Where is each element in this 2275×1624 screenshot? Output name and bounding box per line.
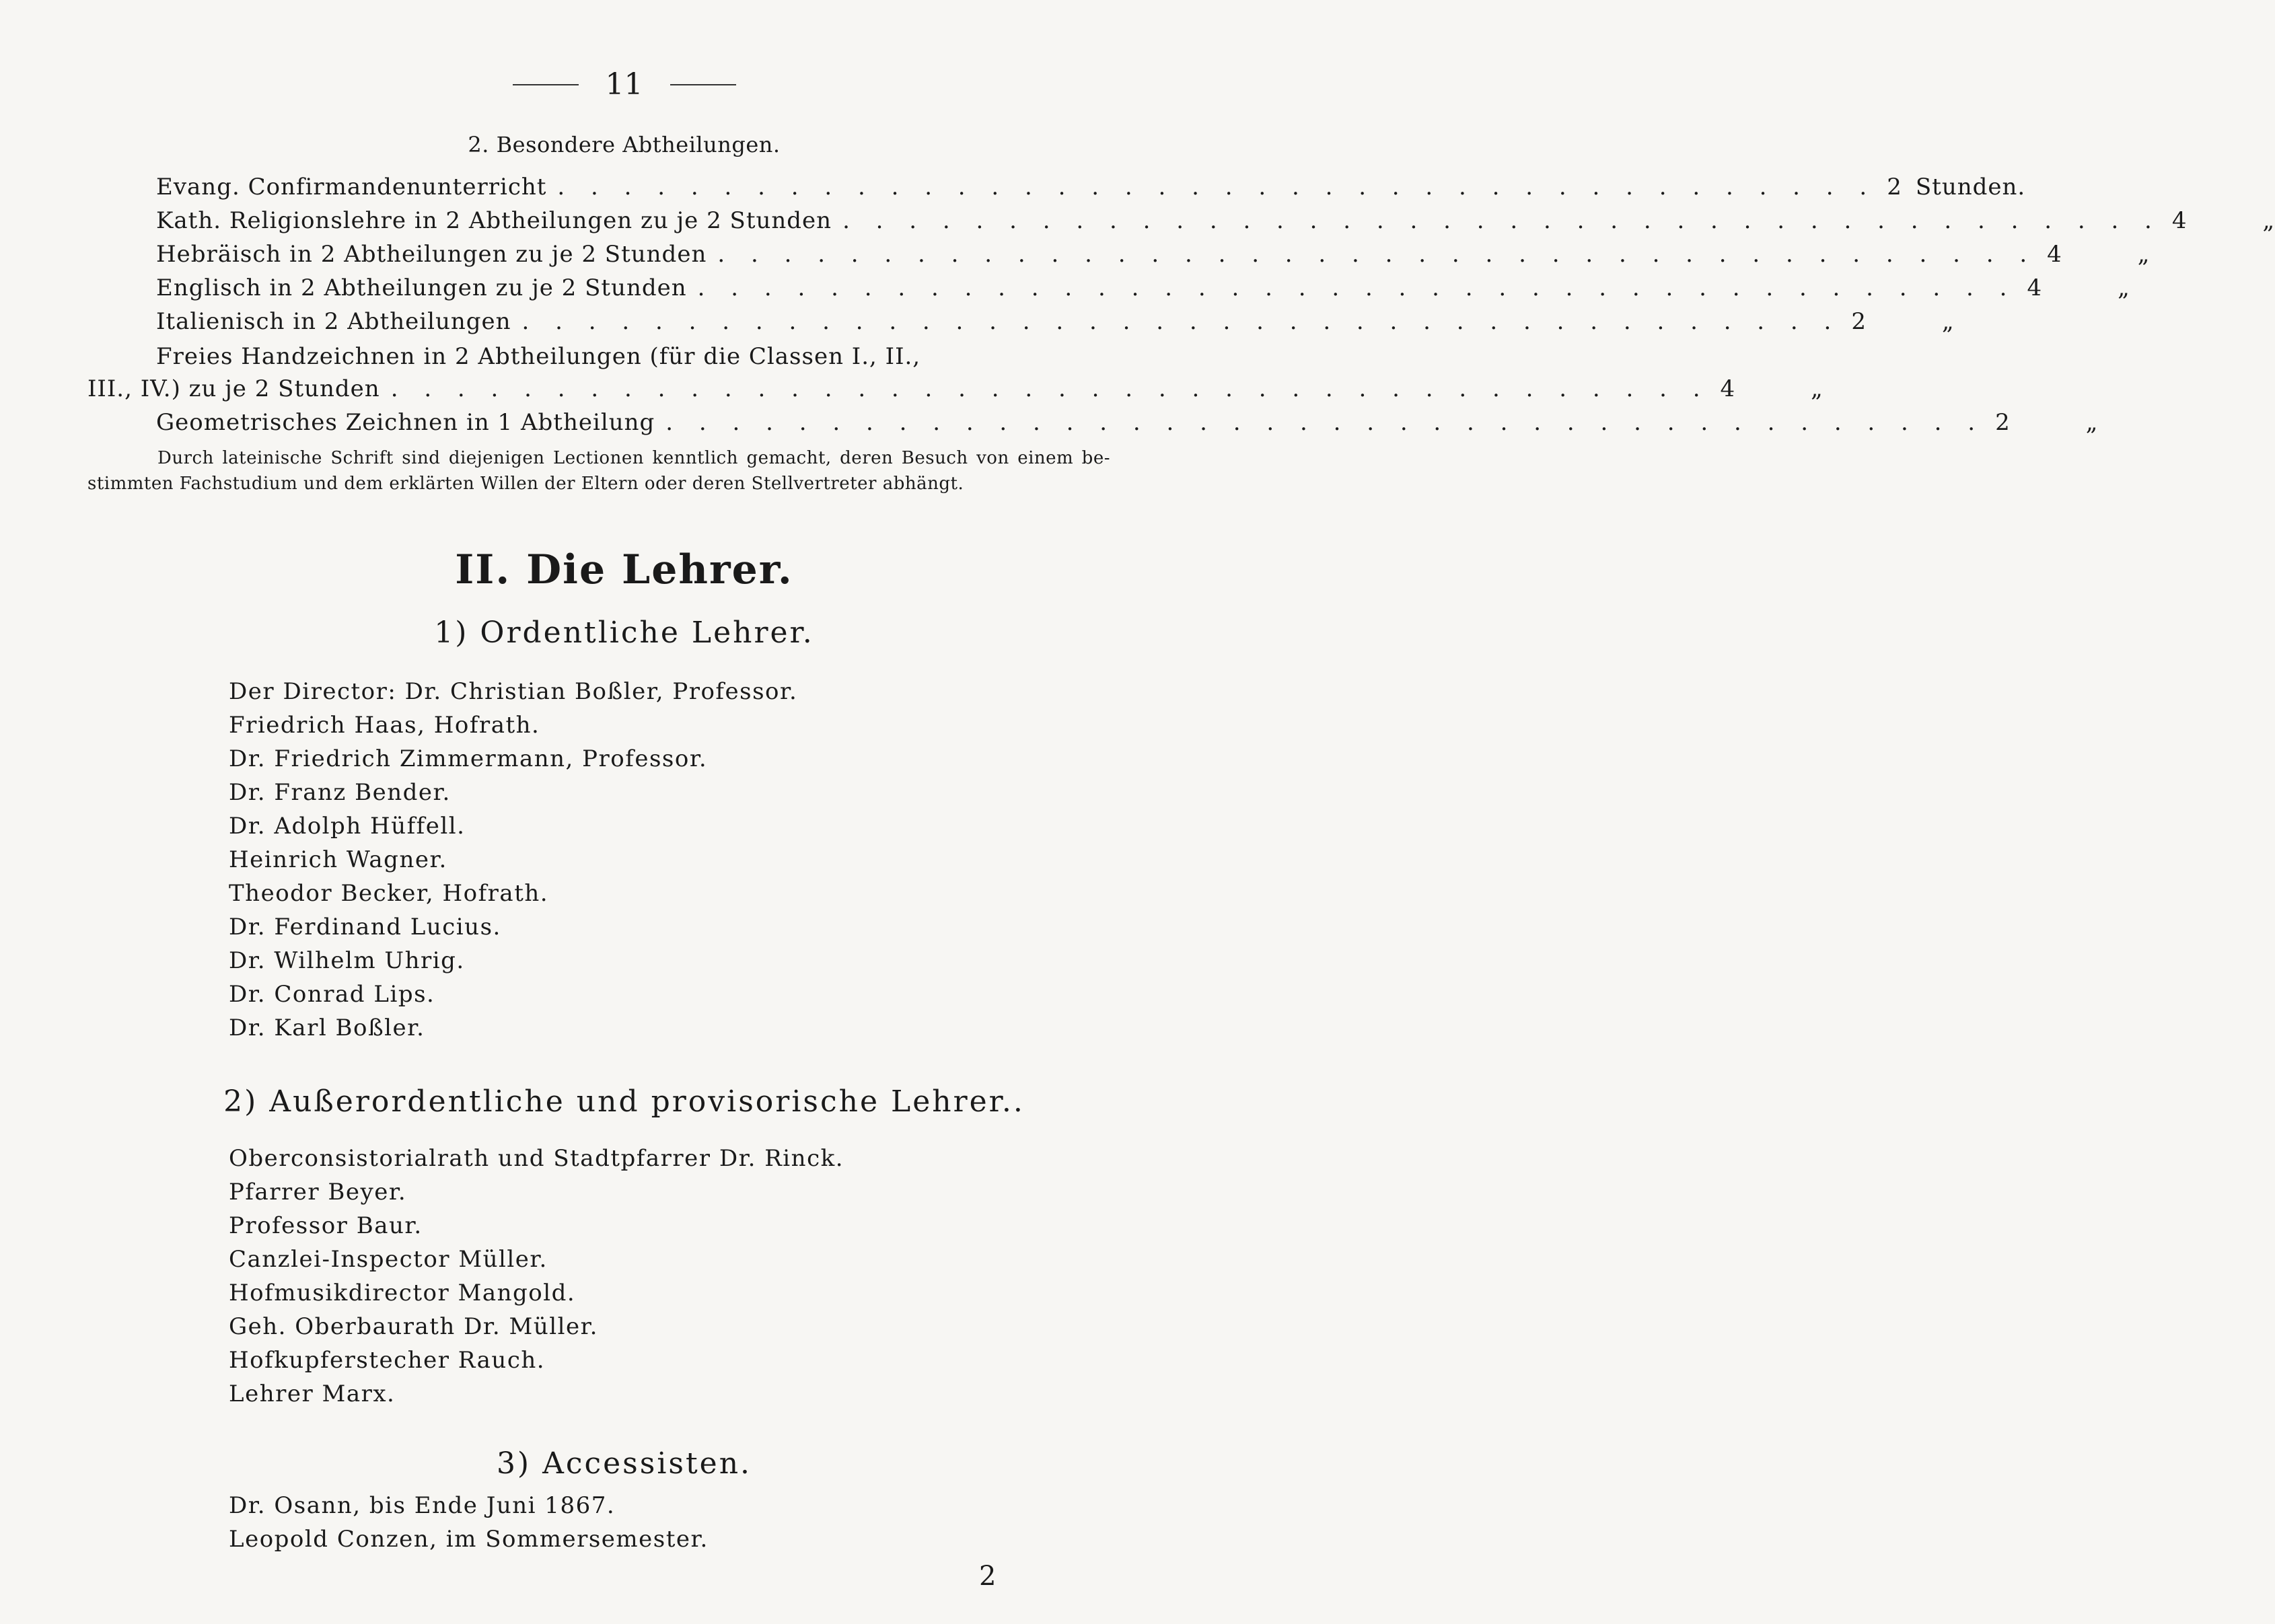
page-header [0,67,1248,102]
lesson-subject: Evang. Confirmandenunterricht [156,174,547,200]
lesson-hours: 2 [1995,409,2011,436]
header-rule-left [513,84,579,85]
lesson-row [87,375,1823,409]
footnote [87,445,1110,496]
dot-leader: . . . . . . . . . . . . . . . . . . . . . . . . . . . . . . . . . . . . . . . . [665,409,1985,436]
list-item: Hofmusikdirector Mangold. [229,1280,576,1306]
lesson-subject: Geometrisches Zeichnen in 1 Abtheilung [156,409,655,436]
ditto-mark: „ [2085,409,2099,436]
list-item: Dr. Ferdinand Lucius. [229,914,501,940]
lesson-subject: III., IV.) zu je 2 Stunden [87,375,380,402]
lesson-row [156,409,2099,443]
lesson-hours: 2 [1851,308,1867,335]
lesson-hours: 4 [2047,241,2062,268]
dot-leader: . . . . . . . . . . . . . . . . . . . . . . . . . . . . . . . . . . . . . . . . [697,274,2017,301]
list-item: Hofkupferstecher Rauch. [229,1347,546,1374]
list-item: Lehrer Marx. [229,1380,396,1407]
list-item: Der Director: Dr. Christian Boßler, Professor. [229,678,798,705]
subsection-accessisten-title: 3) Accessisten. [496,1446,752,1481]
ditto-mark: „ [1811,375,1823,402]
lesson-unit: Stunden. [1915,174,2026,200]
list-item: Professor Baur. [229,1212,423,1239]
lesson-row [156,241,2151,274]
dot-leader: . . . . . . . . . . . . . . . . . . . . . . . . . . . . . . . . . . . . . . . . [390,375,1710,402]
ditto-mark: „ [2137,241,2151,268]
subsection-ordentliche-title: 1) Ordentliche Lehrer. [434,616,814,650]
dot-leader: . . . . . . . . . . . . . . . . . . . . . . . . . . . . . . . . . . . . . . . . [717,241,2037,268]
list-item: Heinrich Wagner. [229,846,447,873]
list-item: Dr. Franz Bender. [229,779,451,806]
list-item: Oberconsistorialrath und Stadtpfarrer Dr. Rinck. [229,1145,844,1172]
ausserordentliche-lehrer-list [229,1142,844,1411]
lesson-row [156,308,1955,342]
page-number: 11 [605,67,643,102]
dot-leader: . . . . . . . . . . . . . . . . . . . . . . . . . . . . . . . . . . . . . . . . [521,308,1841,335]
list-item: Dr. Conrad Lips. [229,981,435,1008]
list-item: Dr. Adolph Hüffell. [229,813,466,840]
footnote-line: Durch lateinische Schrift sind diejenigen Lectionen kenntlich gemacht, deren Besuch von einem be- [157,448,1110,468]
list-item: Pfarrer Beyer. [229,1179,407,1206]
ditto-mark: „ [1942,308,1955,335]
list-item: Dr. Wilhelm Uhrig. [229,947,465,974]
list-item: Dr. Friedrich Zimmermann, Professor. [229,745,708,772]
lesson-subject: Kath. Religionslehre in 2 Abtheilungen zu je 2 Stunden [156,207,832,234]
list-item: Geh. Oberbaurath Dr. Müller. [229,1313,598,1340]
subsection-ausserordentliche-title: 2) Außerordentliche und provisorische Lehrer.. [223,1084,1025,1119]
list-item: Friedrich Haas, Hofrath. [229,712,540,739]
list-item: Dr. Karl Boßler. [229,1014,425,1041]
list-item: Canzlei-Inspector Müller. [229,1246,548,1273]
lesson-subject: Italienisch in 2 Abtheilungen [156,308,511,335]
ordentliche-lehrer-list [229,675,797,1045]
dot-leader: . . . . . . . . . . . . . . . . . . . . . . . . . . . . . . . . . . . . . . . . [557,174,1877,200]
ditto-mark: „ [2118,274,2130,301]
lesson-hours: 2 [1887,174,1902,200]
lesson-row [156,207,2275,241]
lesson-subject: Englisch in 2 Abtheilungen zu je 2 Stunden [156,274,687,301]
lesson-hours: 4 [1720,375,1736,402]
lesson-row [156,174,2026,207]
list-item: Leopold Conzen, im Sommersemester. [229,1526,709,1553]
header-rule-right [670,84,736,85]
signature-mark: 2 [979,1561,997,1592]
section-title: II. Die Lehrer. [455,546,793,593]
subsection-title: 2. Besondere Abtheilungen. [468,132,781,157]
ditto-mark: „ [2262,207,2275,234]
lesson-subject-wrapped: Freies Handzeichnen in 2 Abtheilungen (für die Classen I., II., [156,343,921,370]
lesson-hours: 4 [2171,207,2188,234]
lesson-row [156,274,2130,308]
list-item: Dr. Osann, bis Ende Juni 1867. [229,1492,616,1519]
lesson-subject: Hebräisch in 2 Abtheilungen zu je 2 Stunden [156,241,707,268]
dot-leader: . . . . . . . . . . . . . . . . . . . . . . . . . . . . . . . . . . . . . . . . [842,207,2161,234]
accessisten-list [229,1489,709,1556]
footnote-line: stimmten Fachstudium und dem erklärten Willen der Eltern oder deren Stellvertreter abhängt. [87,474,964,494]
list-item: Theodor Becker, Hofrath. [229,880,549,907]
lesson-hours: 4 [2027,274,2043,301]
